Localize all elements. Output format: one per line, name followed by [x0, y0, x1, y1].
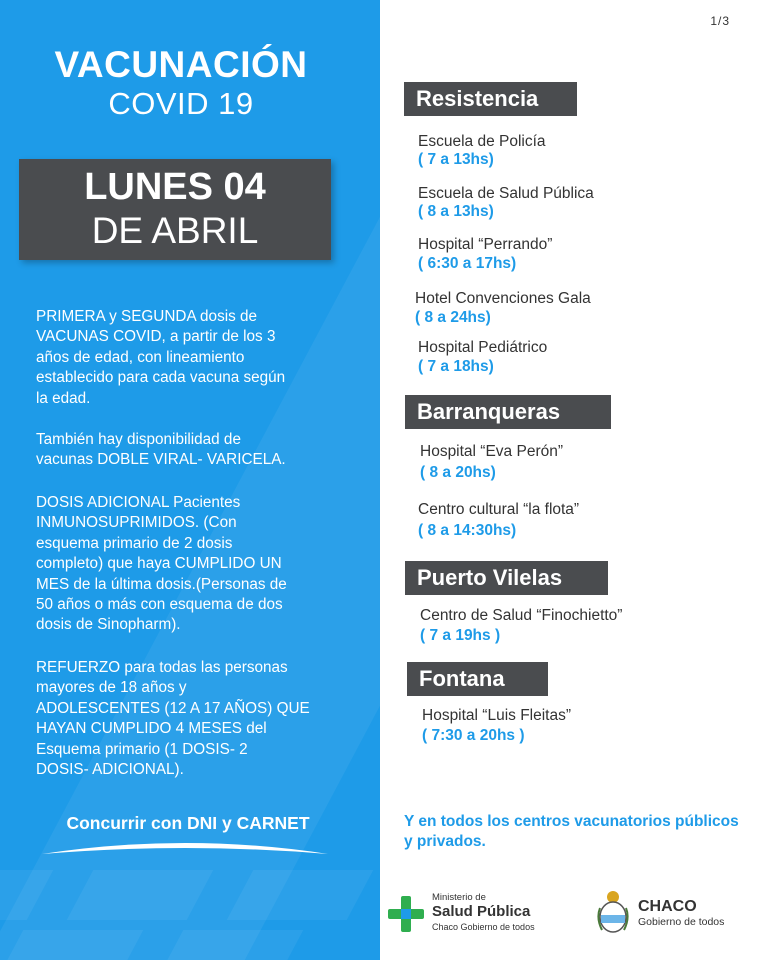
- site-name: Centro cultural “la flota”: [418, 501, 580, 518]
- ministerio-line3: Chaco Gobierno de todos: [432, 922, 535, 932]
- chaco-line1: CHACO: [638, 898, 697, 915]
- paragraph-booster: REFUERZO para todas las personas mayores de 18 años y ADOLESCENTES (12 A 17 AÑOS) QUE HAYAN CUMPLIDO 4 MESES del Esquema primario (1 DOSIS- 2 DOSIS- ADICIONAL).: [36, 659, 310, 779]
- date-day: LUNES 04: [84, 166, 266, 208]
- site-name: Hospital “Luis Fleitas”: [422, 707, 572, 724]
- paragraph-additional-dose: DOSIS ADICIONAL Pacientes INMUNOSUPRIMIDOS. (Con esquema primario de 2 dosis completo) que haya CUMPLIDO UN MES de la última dosis.(Personas de 50 años o más con esquema de dos dosis de Sinopharm).: [36, 494, 287, 634]
- chaco-line2: Gobierno de todos: [638, 916, 725, 928]
- page-indicator: 1/3: [710, 14, 730, 28]
- site-name: Hospital “Perrando”: [418, 236, 553, 253]
- footer-note: Y en todos los centros vacunatorios públicos y privados.: [404, 813, 739, 850]
- main-subtitle: COVID 19: [108, 86, 254, 121]
- site-hours: ( 8 a 20hs): [420, 464, 496, 481]
- city-header-puerto-vilelas: Puerto Vilelas: [405, 561, 608, 595]
- site-hours: ( 6:30 a 17hs): [418, 255, 517, 272]
- city-header-resistencia: Resistencia: [404, 82, 577, 116]
- site-name: Hotel Convenciones Gala: [415, 290, 591, 307]
- site-name: Escuela de Salud Pública: [418, 185, 594, 202]
- site-hours: ( 8 a 14:30hs): [418, 522, 517, 539]
- site-name: Escuela de Policía: [418, 133, 546, 150]
- site-hours: ( 7 a 13hs): [418, 151, 494, 168]
- site-name: Centro de Salud “Finochietto”: [420, 607, 623, 624]
- paragraph-availability: También hay disponibilidad de vacunas DOBLE VIRAL- VARICELA.: [36, 431, 286, 469]
- cta-text: Concurrir con DNI y CARNET: [66, 813, 310, 833]
- health-cross-icon: [388, 894, 424, 934]
- city-header-fontana: Fontana: [407, 662, 548, 696]
- date-month: DE ABRIL: [91, 210, 259, 251]
- site-hours: ( 7 a 18hs): [418, 358, 494, 375]
- site-hours: ( 7 a 19hs ): [420, 627, 501, 644]
- site-hours: ( 8 a 13hs): [418, 203, 494, 220]
- main-title: VACUNACIÓN: [54, 44, 308, 85]
- site-hours: ( 8 a 24hs): [415, 309, 491, 326]
- site-name: Hospital “Eva Perón”: [420, 443, 564, 460]
- date-box: [19, 159, 331, 260]
- coat-of-arms-icon: [596, 888, 630, 934]
- swoosh-decoration: [40, 836, 330, 860]
- site-hours: ( 7:30 a 20hs ): [422, 727, 525, 744]
- paragraph-doses: PRIMERA y SEGUNDA dosis de VACUNAS COVID, a partir de los 3 años de edad, con lineamiento establecido para cada vacuna según la edad.: [36, 308, 286, 407]
- ministerio-line2: Salud Pública: [432, 903, 531, 920]
- left-panel: [0, 0, 380, 960]
- city-header-barranqueras: Barranqueras: [405, 395, 611, 429]
- ministerio-line1: Ministerio de: [432, 892, 486, 903]
- site-name: Hospital Pediátrico: [418, 339, 548, 356]
